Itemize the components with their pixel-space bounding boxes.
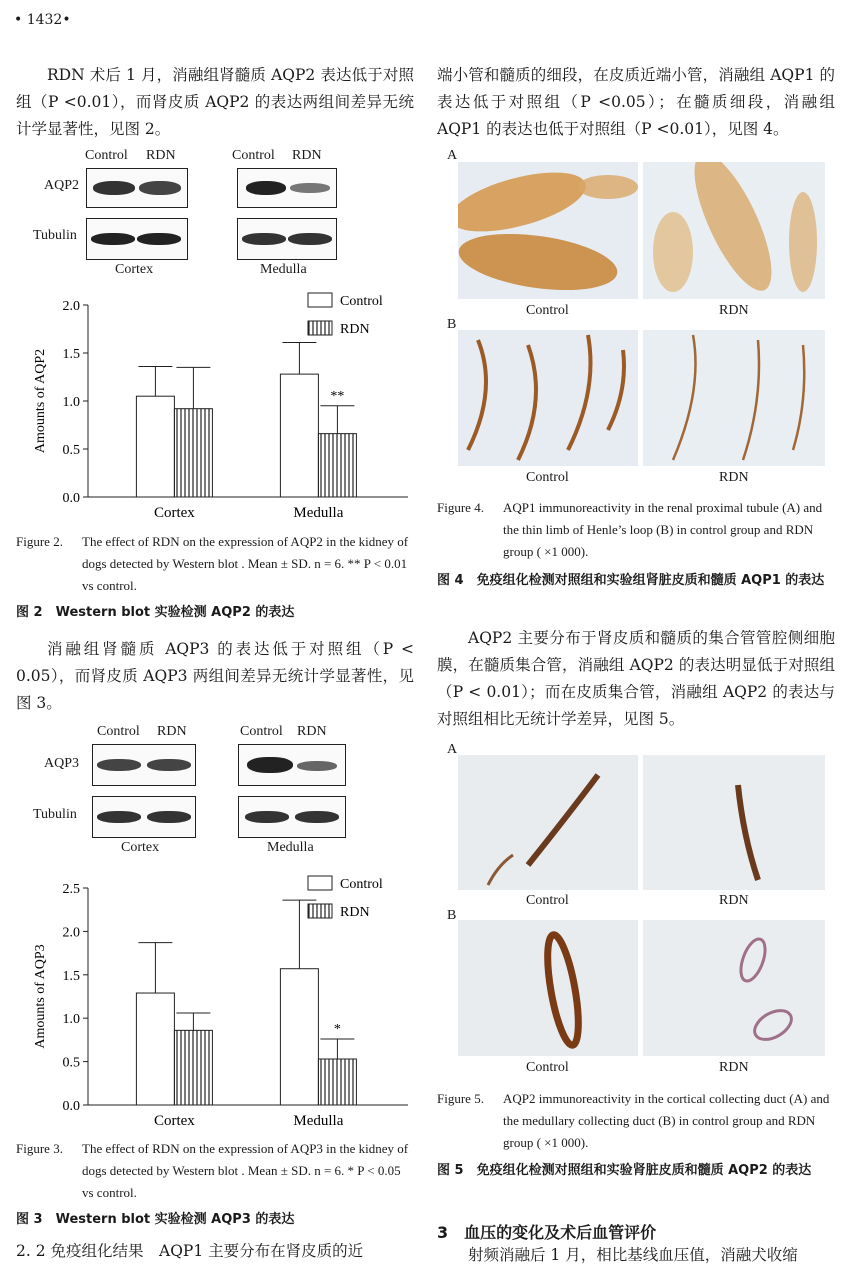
y-tick-label: 0.0 [62,1099,80,1114]
y-tick-label: 2.0 [62,299,80,314]
y-tick-label: 0.5 [62,1055,80,1071]
figure-5-caption-cn: 图 5 免疫组化检测对照组和实验肾脏皮质和髓质 AQP2 的表达 [437,1163,812,1178]
caption-number: Figure 2. [16,534,63,549]
y-tick-label: 0.5 [62,443,80,458]
micrograph-control [458,920,638,1056]
figure-3-bar-chart [28,868,418,1133]
bar [174,1030,212,1105]
figure-4-caption-cn: 图 4 免疫组化检测对照组和实验组肾脏皮质和髓质 AQP1 的表达 [437,573,825,588]
significance-mark: * [333,1022,341,1038]
legend-label: RDN [340,905,370,920]
micrograph-control [458,755,638,890]
bar [174,409,212,497]
bar [280,374,318,497]
blot-panel [86,218,188,260]
figure-3-caption [16,1138,414,1204]
blot-panel [238,744,346,786]
legend-swatch [308,904,332,918]
blot-header-rdn: RDN [297,724,327,739]
micrograph-rdn [643,162,825,299]
right-paragraph-1: 端小管和髓质的细段，在皮质近端小管，消融组 AQP1 的表达低于对照组（P <0.05）；在髓质细段，消融组 AQP1 的表达也低于对照组（P <0.01），见图 4。 [437,66,835,138]
section-2-2-line: 2. 2 免疫组化结果 AQP1 主要分布在肾皮质的近 [16,1242,364,1260]
y-tick-label: 2.5 [62,882,80,897]
y-tick-label: 2.0 [62,925,80,941]
y-tick-label: 1.5 [62,968,80,984]
blot-header-control: Control [232,148,275,163]
x-tick-label: Cortex [153,505,195,521]
figure-5-caption [437,1088,835,1154]
page-number: • 1432• [14,12,71,28]
blot-group-label: Medulla [267,840,314,855]
panel-caption-rdn: RDN [719,470,749,485]
y-tick-label: 0.0 [62,491,80,506]
caption-text: The effect of RDN on the expression of AQP3 in the kidney of dogs detected by Western blot . Mean ± SD. n = 6. * P < 0.05 vs control. [82,1141,409,1200]
blot-group-label: Medulla [260,262,307,277]
significance-mark: ** [330,388,345,404]
blot-group-label: Cortex [115,262,154,277]
blot-header-control: Control [97,724,140,739]
section-3-heading: 3 血压的变化及术后血管评价 [437,1223,657,1242]
micrograph-rdn [643,330,825,466]
blot-group-label: Cortex [121,840,160,855]
blot-panel [237,168,337,208]
y-axis-label: Amounts of AQP3 [33,944,48,1049]
y-tick-label: 1.0 [62,1012,80,1028]
caption-text: AQP1 immunoreactivity in the renal proximal tubule (A) and the thin limb of Henle’s loop (B) in control group and RDN group ( ×1 000). [503,500,823,559]
left-paragraph-2: 消融组肾髓质 AQP3 的表达低于对照组（P < 0.05），而肾皮质 AQP3 两组间差异无统计学显著性，见图 3。 [16,640,414,712]
legend-label: Control [340,877,383,892]
y-tick-label: 1.5 [62,347,80,362]
caption-number: Figure 3. [16,1141,63,1156]
micrograph-rdn [643,920,825,1056]
y-axis-label: Amounts of AQP2 [33,348,48,454]
caption-number: Figure 4. [437,500,484,515]
panel-caption-control: Control [526,1060,569,1075]
figure-4-caption [437,497,835,563]
micrograph-control [458,162,638,299]
caption-text: AQP2 immunoreactivity in the cortical collecting duct (A) and the medullary collecting duct (B) in control group and RDN group ( ×1 000). [503,1091,830,1150]
blot-panel [92,744,196,786]
right-paragraph-2: AQP2 主要分布于肾皮质和髓质的集合管管腔侧细胞膜，在髓质集合管，消融组 AQP2 的表达明显低于对照组（P < 0.01）；而在皮质集合管，消融组 AQP2 的表达与对照组相比无统计学差异，见图 5。 [437,629,835,728]
blot-row-label: AQP3 [44,756,80,771]
bar [318,434,356,497]
blot-row-label: Tubulin [33,807,77,822]
blot-header-rdn: RDN [146,148,176,163]
legend-swatch [308,293,332,307]
x-tick-label: Medulla [293,505,344,521]
bar [318,1059,356,1105]
legend-swatch [308,876,332,890]
panel-caption-rdn: RDN [719,303,749,318]
x-tick-label: Medulla [293,1113,344,1129]
blot-panel [237,218,337,260]
panel-label: B [447,908,457,923]
x-tick-label: Cortex [153,1113,195,1129]
blot-header-rdn: RDN [292,148,322,163]
blot-panel [92,796,196,838]
legend-swatch [308,321,332,335]
panel-caption-control: Control [526,470,569,485]
blot-panel [238,796,346,838]
y-tick-label: 1.0 [62,395,80,410]
blot-header-control: Control [85,148,128,163]
figure-2-caption [16,531,414,597]
figure-2-caption-cn: 图 2 Western blot 实验检测 AQP2 的表达 [16,605,295,620]
blot-row-label: AQP2 [44,178,80,193]
bar [136,993,174,1105]
micrograph-control [458,330,638,466]
bar [280,969,318,1105]
panel-label: A [447,742,458,757]
bar [136,396,174,497]
panel-caption-control: Control [526,893,569,908]
figure-2-bar-chart [28,285,418,525]
blot-panel [86,168,188,208]
blot-header-rdn: RDN [157,724,187,739]
left-paragraph-1: RDN 术后 1 月，消融组肾髓质 AQP2 表达低于对照组（P <0.01），而肾皮质 AQP2 的表达两组间差异无统计学显著性，见图 2。 [16,66,414,138]
right-paragraph-3: 射频消融后 1 月，相比基线血压值，消融犬收缩 [468,1246,798,1264]
micrograph-rdn [643,755,825,890]
panel-caption-control: Control [526,303,569,318]
blot-row-label: Tubulin [33,228,77,243]
panel-caption-rdn: RDN [719,1060,749,1075]
panel-label: A [447,148,458,163]
caption-number: Figure 5. [437,1091,484,1106]
panel-caption-rdn: RDN [719,893,749,908]
panel-label: B [447,317,457,332]
legend-label: RDN [340,322,370,337]
legend-label: Control [340,294,383,309]
blot-header-control: Control [240,724,283,739]
caption-text: The effect of RDN on the expression of AQP2 in the kidney of dogs detected by Western blot . Mean ± SD. n = 6. ** P < 0.01 vs control. [82,534,409,593]
figure-3-caption-cn: 图 3 Western blot 实验检测 AQP3 的表达 [16,1212,295,1227]
